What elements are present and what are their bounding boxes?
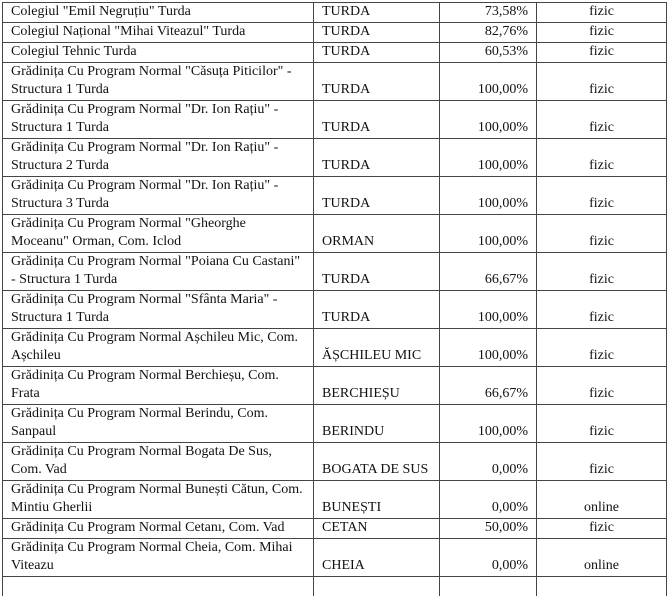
school-name-cell: Grădinița Cu Program Normal Bogata De Sus, Com. Vad [3,443,314,481]
location-cell: BOGATA DE SUS [314,443,440,481]
table-row [3,329,667,367]
school-name-cell: Grădinița Cu Program Normal Berchieșu, Com. Frata [3,367,314,405]
school-name-cell: Colegiul Tehnic Turda [3,43,314,63]
percentage-cell: 100,00% [440,405,537,443]
percentage-cell: 100,00% [440,63,537,101]
location-cell: ORMAN [314,215,440,253]
location-cell: BERCHIEȘU [314,367,440,405]
school-name-cell: Grădinița Cu Program Normal "Dr. Ion Rațiu" - Structura 1 Turda [3,101,314,139]
school-name-cell: Grădinița Cu Program Normal "Dr. Ion Rațiu" - Structura 2 Turda [3,139,314,177]
mode-cell: fizic [537,139,667,177]
mode-cell: online [537,481,667,519]
school-name-cell: Grădinița Cu Program Normal "Căsuța Piticilor" - Structura 1 Turda [3,63,314,101]
attendance-table-body [3,3,667,597]
school-name-cell: Colegiul Național "Mihai Viteazul" Turda [3,23,314,43]
mode-cell [537,577,667,597]
school-name-cell: Grădinița Cu Program Normal "Dr. Ion Rațiu" - Structura 3 Turda [3,177,314,215]
location-cell: TURDA [314,3,440,23]
mode-cell: fizic [537,291,667,329]
attendance-table [2,2,667,596]
percentage-cell: 0,00% [440,443,537,481]
percentage-cell: 73,58% [440,3,537,23]
percentage-cell: 100,00% [440,329,537,367]
mode-cell: fizic [537,43,667,63]
location-cell: TURDA [314,23,440,43]
mode-cell: fizic [537,215,667,253]
table-row [3,291,667,329]
table-row [3,23,667,43]
school-name-cell: Grădinița Cu Program Normal Berindu, Com. Sanpaul [3,405,314,443]
location-cell: CETAN [314,519,440,539]
percentage-cell: 66,67% [440,253,537,291]
table-row [3,101,667,139]
table-row [3,519,667,539]
location-cell: TURDA [314,291,440,329]
percentage-cell [440,577,537,597]
mode-cell: fizic [537,3,667,23]
location-cell: TURDA [314,101,440,139]
table-row [3,443,667,481]
table-row [3,139,667,177]
percentage-cell: 100,00% [440,215,537,253]
table-row [3,43,667,63]
school-name-cell: Grădinița Cu Program Normal "Sfânta Maria" - Structura 1 Turda [3,291,314,329]
table-row [3,253,667,291]
table-row [3,177,667,215]
mode-cell: online [537,539,667,577]
mode-cell: fizic [537,63,667,101]
percentage-cell: 100,00% [440,177,537,215]
percentage-cell: 82,76% [440,23,537,43]
table-row [3,63,667,101]
percentage-cell: 100,00% [440,101,537,139]
school-name-cell: Grădinița Cu Program Normal Așchileu Mic, Com. Așchileu [3,329,314,367]
mode-cell: fizic [537,367,667,405]
percentage-cell: 0,00% [440,539,537,577]
percentage-cell: 100,00% [440,291,537,329]
location-cell: ĂȘCHILEU MIC [314,329,440,367]
location-cell: TURDA [314,177,440,215]
table-row [3,3,667,23]
location-cell: CHEIA [314,539,440,577]
school-name-cell: Grădinița Cu Program Normal "Poiana Cu Castani" - Structura 1 Turda [3,253,314,291]
mode-cell: fizic [537,23,667,43]
location-cell: TURDA [314,139,440,177]
percentage-cell: 66,67% [440,367,537,405]
mode-cell: fizic [537,177,667,215]
school-name-cell: Colegiul "Emil Negruțiu" Turda [3,3,314,23]
mode-cell: fizic [537,329,667,367]
mode-cell: fizic [537,519,667,539]
percentage-cell: 50,00% [440,519,537,539]
percentage-cell: 0,00% [440,481,537,519]
partial-row [3,577,667,597]
mode-cell: fizic [537,405,667,443]
location-cell: BUNEȘTI [314,481,440,519]
school-name-cell: Grădinița Cu Program Normal Cetanı, Com. Vad [3,519,314,539]
percentage-cell: 60,53% [440,43,537,63]
location-cell: TURDA [314,253,440,291]
table-row [3,539,667,577]
school-name-cell [3,577,314,597]
location-cell: TURDA [314,63,440,101]
school-name-cell: Grădinița Cu Program Normal "Gheorghe Moceanu" Orman, Com. Iclod [3,215,314,253]
table-row [3,405,667,443]
table-row [3,367,667,405]
mode-cell: fizic [537,253,667,291]
location-cell [314,577,440,597]
percentage-cell: 100,00% [440,139,537,177]
school-name-cell: Grădinița Cu Program Normal Cheia, Com. Mihai Viteazu [3,539,314,577]
table-row [3,215,667,253]
table-row [3,481,667,519]
location-cell: TURDA [314,43,440,63]
mode-cell: fizic [537,443,667,481]
location-cell: BERINDU [314,405,440,443]
school-name-cell: Grădinița Cu Program Normal Bunești Cătun, Com. Mintiu Gherlii [3,481,314,519]
mode-cell: fizic [537,101,667,139]
